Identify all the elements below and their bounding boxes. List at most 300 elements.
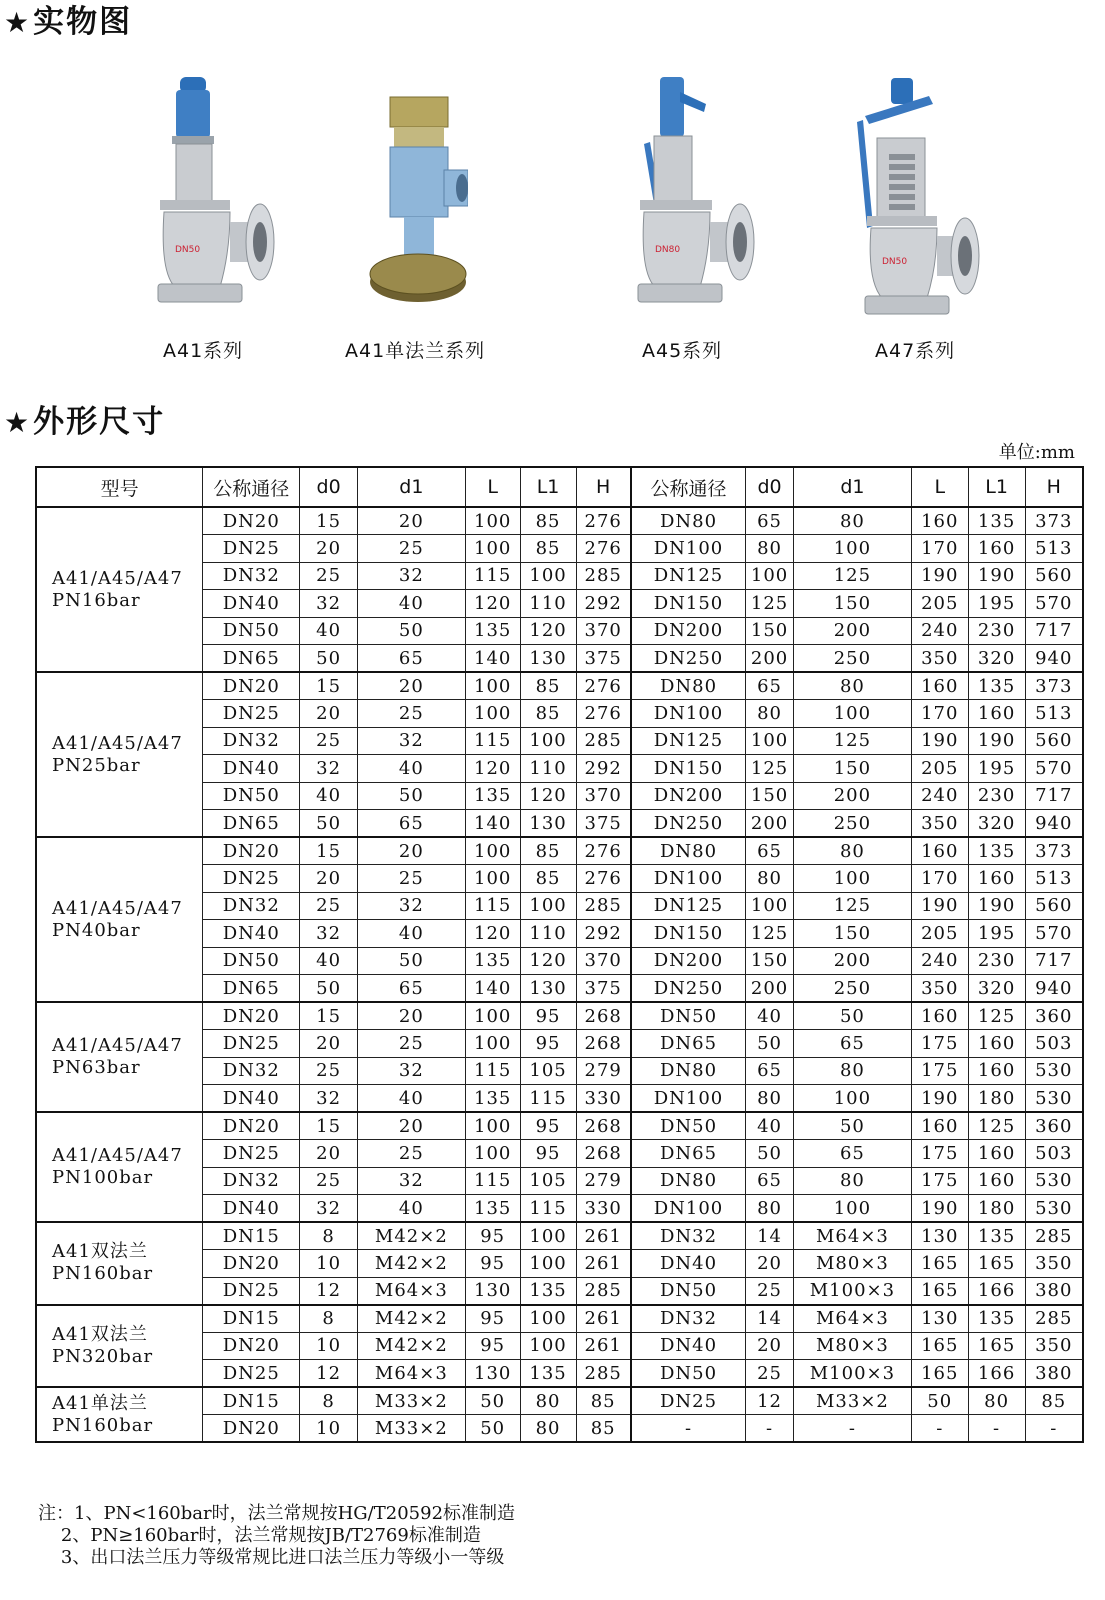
table-cell: DN80 — [631, 507, 746, 535]
table-cell: DN25 — [203, 535, 300, 563]
table-cell: 25 — [300, 562, 358, 590]
table-cell: - — [794, 1415, 912, 1443]
table-cell: 15 — [300, 1002, 358, 1030]
model-line: A41/A45/A47 — [52, 567, 183, 589]
table-cell: 50 — [911, 1387, 968, 1415]
table-cell: 350 — [911, 645, 968, 673]
table-header-row — [36, 467, 1083, 507]
header-cell: d0 — [300, 467, 358, 507]
table-cell: 940 — [1025, 645, 1083, 673]
table-cell: 32 — [300, 1195, 358, 1223]
table-cell: 370 — [576, 617, 631, 645]
table-cell: DN40 — [631, 1332, 746, 1360]
header-cell: d0 — [746, 467, 794, 507]
table-cell: 150 — [746, 782, 794, 810]
table-cell: 135 — [465, 1195, 520, 1223]
valve-a45-image — [630, 72, 760, 317]
table-cell: 503 — [1025, 1030, 1083, 1058]
table-cell: 130 — [911, 1222, 968, 1250]
table-cell: 85 — [520, 507, 576, 535]
table-cell: 175 — [911, 1140, 968, 1168]
table-cell: 503 — [1025, 1140, 1083, 1168]
model-cell — [36, 1305, 203, 1388]
model-line: A41/A45/A47 — [52, 1145, 183, 1166]
table-cell: 165 — [911, 1360, 968, 1388]
table-cell: 32 — [300, 920, 358, 948]
table-cell: DN80 — [631, 1057, 746, 1085]
svg-text:DN50: DN50 — [882, 257, 908, 267]
table-cell: 100 — [465, 535, 520, 563]
table-cell: DN20 — [203, 1002, 300, 1030]
table-cell: 32 — [357, 727, 465, 755]
table-cell: 276 — [576, 507, 631, 535]
header-cell: d1 — [357, 467, 465, 507]
notes — [38, 1503, 515, 1569]
table-cell: DN25 — [203, 1277, 300, 1305]
table-cell: DN50 — [631, 1360, 746, 1388]
table-cell: 110 — [520, 590, 576, 618]
table-cell: DN32 — [203, 1167, 300, 1195]
table-cell: 250 — [794, 975, 912, 1003]
table-cell: M64×3 — [357, 1360, 465, 1388]
table-cell: M64×3 — [794, 1222, 912, 1250]
table-cell: 190 — [911, 1195, 968, 1223]
table-cell: 50 — [746, 1030, 794, 1058]
table-cell: 135 — [465, 782, 520, 810]
table-cell: 130 — [520, 810, 576, 838]
table-cell: DN32 — [203, 727, 300, 755]
table-cell: 85 — [520, 672, 576, 700]
table-cell: DN25 — [203, 700, 300, 728]
table-cell: 100 — [794, 1085, 912, 1113]
table-cell: 100 — [465, 672, 520, 700]
table-cell: DN50 — [203, 947, 300, 975]
model-line: A41双法兰 — [52, 1241, 148, 1263]
table-cell: 100 — [465, 1002, 520, 1030]
table-cell: 40 — [746, 1002, 794, 1030]
table-cell: 195 — [968, 920, 1025, 948]
table-cell: 375 — [576, 810, 631, 838]
table-cell: 50 — [746, 1140, 794, 1168]
table-cell: 320 — [968, 975, 1025, 1003]
table-cell: DN40 — [203, 920, 300, 948]
table-cell: 100 — [465, 865, 520, 893]
table-cell: DN20 — [203, 1332, 300, 1360]
table-row — [36, 837, 1083, 865]
table-cell: 940 — [1025, 975, 1083, 1003]
table-cell: 135 — [968, 672, 1025, 700]
table-cell: 32 — [357, 562, 465, 590]
table-cell: 25 — [357, 700, 465, 728]
table-cell: 268 — [576, 1030, 631, 1058]
table-cell: 285 — [576, 727, 631, 755]
table-cell: 513 — [1025, 865, 1083, 893]
table-cell: 190 — [911, 562, 968, 590]
table-cell: 205 — [911, 755, 968, 783]
table-cell: DN20 — [203, 1250, 300, 1278]
table-cell: 330 — [576, 1085, 631, 1113]
table-cell: 230 — [968, 617, 1025, 645]
table-cell: 85 — [520, 535, 576, 563]
table-cell: 125 — [968, 1002, 1025, 1030]
table-cell: 100 — [465, 1140, 520, 1168]
table-cell: DN32 — [203, 892, 300, 920]
table-cell: 190 — [911, 727, 968, 755]
table-cell: 65 — [746, 672, 794, 700]
table-cell: 373 — [1025, 672, 1083, 700]
table-cell: 10 — [300, 1250, 358, 1278]
table-cell: 95 — [520, 1112, 576, 1140]
table-cell: 276 — [576, 865, 631, 893]
model-line: A41/A45/A47 — [52, 732, 183, 754]
table-cell: 85 — [576, 1387, 631, 1415]
table-cell: 65 — [746, 507, 794, 535]
table-cell: M80×3 — [794, 1332, 912, 1360]
table-cell: 165 — [911, 1277, 968, 1305]
table-cell: 50 — [300, 645, 358, 673]
table-cell: DN200 — [631, 782, 746, 810]
table-cell: 160 — [968, 1030, 1025, 1058]
table-cell: DN25 — [203, 1140, 300, 1168]
table-cell: DN80 — [631, 1167, 746, 1195]
table-cell: 135 — [520, 1360, 576, 1388]
table-cell: 160 — [968, 865, 1025, 893]
table-cell: 85 — [1025, 1387, 1083, 1415]
table-cell: DN15 — [203, 1387, 300, 1415]
table-cell: 15 — [300, 672, 358, 700]
table-cell: 32 — [300, 1085, 358, 1113]
model-line: PN160bar — [52, 1414, 154, 1436]
table-cell: 375 — [576, 645, 631, 673]
table-group — [36, 1387, 1083, 1442]
table-cell: 268 — [576, 1112, 631, 1140]
table-cell: 370 — [576, 947, 631, 975]
table-cell: DN32 — [631, 1222, 746, 1250]
table-cell: 150 — [746, 947, 794, 975]
table-cell: 560 — [1025, 727, 1083, 755]
table-cell: 120 — [520, 617, 576, 645]
table-row — [36, 507, 1083, 535]
table-cell: 80 — [746, 1085, 794, 1113]
table-group — [36, 1305, 1083, 1388]
table-cell: 85 — [520, 700, 576, 728]
table-cell: 560 — [1025, 892, 1083, 920]
table-cell: 20 — [746, 1250, 794, 1278]
table-cell: 150 — [794, 920, 912, 948]
table-cell: 25 — [746, 1277, 794, 1305]
table-cell: 80 — [746, 865, 794, 893]
table-cell: 50 — [357, 617, 465, 645]
model-line: A41/A45/A47 — [52, 1035, 183, 1056]
table-cell: 717 — [1025, 782, 1083, 810]
table-cell: 40 — [300, 782, 358, 810]
table-cell: 100 — [794, 865, 912, 893]
table-cell: 100 — [465, 1030, 520, 1058]
table-cell: 276 — [576, 837, 631, 865]
table-cell: 230 — [968, 947, 1025, 975]
table-cell: 65 — [357, 810, 465, 838]
table-cell: 268 — [576, 1140, 631, 1168]
table-cell: 570 — [1025, 590, 1083, 618]
table-cell: 276 — [576, 700, 631, 728]
table-cell: 292 — [576, 920, 631, 948]
table-cell: 350 — [911, 810, 968, 838]
table-cell: 20 — [300, 1140, 358, 1168]
table-cell: 160 — [911, 1002, 968, 1030]
table-cell: 95 — [520, 1030, 576, 1058]
table-cell: 320 — [968, 810, 1025, 838]
table-cell: 100 — [465, 700, 520, 728]
table-cell: DN50 — [203, 782, 300, 810]
table-cell: 14 — [746, 1305, 794, 1333]
table-cell: DN150 — [631, 920, 746, 948]
table-cell: DN65 — [203, 975, 300, 1003]
table-row — [36, 1387, 1083, 1415]
table-cell: DN40 — [631, 1250, 746, 1278]
table-cell: 50 — [794, 1002, 912, 1030]
table-cell: DN65 — [631, 1030, 746, 1058]
table-cell: 170 — [911, 700, 968, 728]
table-cell: 80 — [794, 1167, 912, 1195]
table-cell: 940 — [1025, 810, 1083, 838]
table-cell: DN65 — [203, 810, 300, 838]
table-row — [36, 1002, 1083, 1030]
table-cell: 261 — [576, 1222, 631, 1250]
table-cell: 125 — [968, 1112, 1025, 1140]
table-cell: 40 — [357, 920, 465, 948]
table-cell: 150 — [794, 755, 912, 783]
table-cell: 20 — [357, 837, 465, 865]
note-line: 3、出口法兰压力等级常规比进口法兰压力等级小一等级 — [38, 1547, 505, 1568]
table-cell: 370 — [576, 782, 631, 810]
table-cell: 373 — [1025, 507, 1083, 535]
table-cell: 160 — [968, 700, 1025, 728]
table-cell: 20 — [300, 700, 358, 728]
table-cell: 200 — [746, 645, 794, 673]
header-cell: H — [1025, 467, 1083, 507]
table-cell: 100 — [794, 700, 912, 728]
table-cell: 20 — [357, 1002, 465, 1030]
table-cell: DN15 — [203, 1222, 300, 1250]
table-cell: 140 — [465, 645, 520, 673]
table-cell: 125 — [746, 920, 794, 948]
caption-a45: A45系列 — [642, 340, 723, 362]
table-cell: DN200 — [631, 947, 746, 975]
table-cell: 25 — [357, 1030, 465, 1058]
table-cell: M42×2 — [357, 1305, 465, 1333]
heading-photos-text: 实物图 — [33, 4, 133, 40]
dimension-table — [35, 466, 1084, 1443]
table-cell: DN100 — [631, 865, 746, 893]
table-cell: 165 — [968, 1332, 1025, 1360]
table-cell: 115 — [465, 562, 520, 590]
table-cell: 50 — [357, 947, 465, 975]
table-cell: DN125 — [631, 892, 746, 920]
table-cell: 80 — [794, 672, 912, 700]
table-cell: 80 — [520, 1415, 576, 1443]
table-cell: 20 — [746, 1332, 794, 1360]
table-cell: 50 — [300, 810, 358, 838]
table-cell: 160 — [911, 672, 968, 700]
table-cell: 375 — [576, 975, 631, 1003]
table-cell: DN100 — [631, 700, 746, 728]
table-cell: 12 — [746, 1387, 794, 1415]
table-cell: 125 — [794, 562, 912, 590]
table-cell: 20 — [300, 535, 358, 563]
model-cell — [36, 1002, 203, 1112]
table-cell: 65 — [794, 1030, 912, 1058]
table-cell: 285 — [1025, 1305, 1083, 1333]
table-cell: 20 — [300, 865, 358, 893]
table-cell: 15 — [300, 1112, 358, 1140]
table-row — [36, 1222, 1083, 1250]
table-cell: 125 — [794, 892, 912, 920]
table-cell: 25 — [357, 1140, 465, 1168]
model-cell — [36, 672, 203, 837]
table-cell: 10 — [300, 1415, 358, 1443]
table-cell: 250 — [794, 645, 912, 673]
section-heading-photos — [4, 0, 132, 41]
table-cell: M33×2 — [357, 1387, 465, 1415]
table-cell: 195 — [968, 590, 1025, 618]
table-cell: 160 — [911, 1112, 968, 1140]
table-cell: 360 — [1025, 1112, 1083, 1140]
table-cell: DN250 — [631, 810, 746, 838]
table-cell: 40 — [300, 617, 358, 645]
caption-a41: A41系列 — [163, 340, 244, 362]
table-cell: DN40 — [203, 755, 300, 783]
table-cell: 20 — [357, 507, 465, 535]
caption-a41-single-flange: A41单法兰系列 — [345, 340, 486, 362]
table-cell: 100 — [465, 1112, 520, 1140]
table-cell: M80×3 — [794, 1250, 912, 1278]
table-cell: 25 — [357, 865, 465, 893]
header-cell: H — [576, 467, 631, 507]
table-cell: DN32 — [631, 1305, 746, 1333]
table-cell: 15 — [300, 837, 358, 865]
model-cell — [36, 507, 203, 672]
table-cell: 190 — [968, 892, 1025, 920]
header-cell: d1 — [794, 467, 912, 507]
table-cell: DN125 — [631, 727, 746, 755]
table-cell: 135 — [968, 837, 1025, 865]
table-cell: 130 — [465, 1360, 520, 1388]
table-cell: 200 — [746, 810, 794, 838]
table-cell: 50 — [300, 975, 358, 1003]
table-cell: 130 — [911, 1305, 968, 1333]
table-cell: 25 — [746, 1360, 794, 1388]
table-cell: 100 — [794, 535, 912, 563]
svg-text:DN50: DN50 — [175, 245, 201, 255]
table-cell: 25 — [300, 1167, 358, 1195]
table-cell: 250 — [794, 810, 912, 838]
table-cell: 135 — [465, 947, 520, 975]
table-cell: 175 — [911, 1167, 968, 1195]
table-cell: 230 — [968, 782, 1025, 810]
header-cell: 公称通径 — [631, 467, 746, 507]
table-cell: 95 — [465, 1250, 520, 1278]
table-cell: 100 — [520, 1305, 576, 1333]
table-cell: 80 — [968, 1387, 1025, 1415]
table-cell: 95 — [520, 1002, 576, 1030]
table-cell: 32 — [357, 1167, 465, 1195]
table-cell: 240 — [911, 617, 968, 645]
table-cell: 85 — [520, 837, 576, 865]
table-cell: 20 — [357, 1112, 465, 1140]
table-cell: 100 — [520, 892, 576, 920]
table-cell: 160 — [911, 507, 968, 535]
star-icon: ★ — [4, 6, 32, 39]
table-cell: 160 — [968, 535, 1025, 563]
model-line: PN25bar — [52, 754, 141, 776]
table-cell: 140 — [465, 810, 520, 838]
table-cell: 8 — [300, 1387, 358, 1415]
table-cell: 268 — [576, 1002, 631, 1030]
svg-text:DN80: DN80 — [655, 245, 681, 255]
table-cell: 717 — [1025, 947, 1083, 975]
table-cell: 120 — [520, 782, 576, 810]
table-cell: 32 — [300, 755, 358, 783]
table-cell: 20 — [300, 1030, 358, 1058]
table-cell: 285 — [576, 1360, 631, 1388]
table-cell: M42×2 — [357, 1332, 465, 1360]
header-cell: 型号 — [36, 467, 203, 507]
table-cell: 25 — [300, 1057, 358, 1085]
table-cell: DN250 — [631, 645, 746, 673]
table-cell: 570 — [1025, 920, 1083, 948]
table-cell: 165 — [968, 1250, 1025, 1278]
table-cell: 110 — [520, 755, 576, 783]
table-cell: 105 — [520, 1167, 576, 1195]
table-cell: 65 — [746, 837, 794, 865]
table-cell: 350 — [911, 975, 968, 1003]
table-cell: 65 — [357, 645, 465, 673]
table-cell: 135 — [968, 1222, 1025, 1250]
table-group — [36, 672, 1083, 837]
table-cell: DN65 — [631, 1140, 746, 1168]
table-cell: DN25 — [203, 865, 300, 893]
table-cell: - — [1025, 1415, 1083, 1443]
table-cell: DN25 — [631, 1387, 746, 1415]
table-cell: 530 — [1025, 1057, 1083, 1085]
table-cell: 285 — [576, 562, 631, 590]
table-cell: DN200 — [631, 617, 746, 645]
table-cell: - — [746, 1415, 794, 1443]
table-cell: 15 — [300, 507, 358, 535]
model-cell — [36, 1387, 203, 1442]
table-cell: 165 — [911, 1332, 968, 1360]
table-cell: 170 — [911, 535, 968, 563]
model-line: A41双法兰 — [52, 1323, 148, 1345]
table-cell: DN250 — [631, 975, 746, 1003]
table-cell: 200 — [794, 617, 912, 645]
table-cell: 100 — [746, 727, 794, 755]
table-cell: 135 — [520, 1277, 576, 1305]
table-cell: 12 — [300, 1277, 358, 1305]
table-cell: 200 — [794, 947, 912, 975]
table-cell: 100 — [520, 1222, 576, 1250]
table-cell: 150 — [794, 590, 912, 618]
table-cell: DN100 — [631, 1195, 746, 1223]
table-cell: 261 — [576, 1332, 631, 1360]
table-cell: DN80 — [631, 837, 746, 865]
model-cell — [36, 837, 203, 1002]
table-cell: 160 — [968, 1140, 1025, 1168]
valve-a41-single-flange-image — [368, 92, 468, 307]
table-cell: 350 — [1025, 1250, 1083, 1278]
table-cell: DN150 — [631, 755, 746, 783]
table-cell: 190 — [968, 727, 1025, 755]
